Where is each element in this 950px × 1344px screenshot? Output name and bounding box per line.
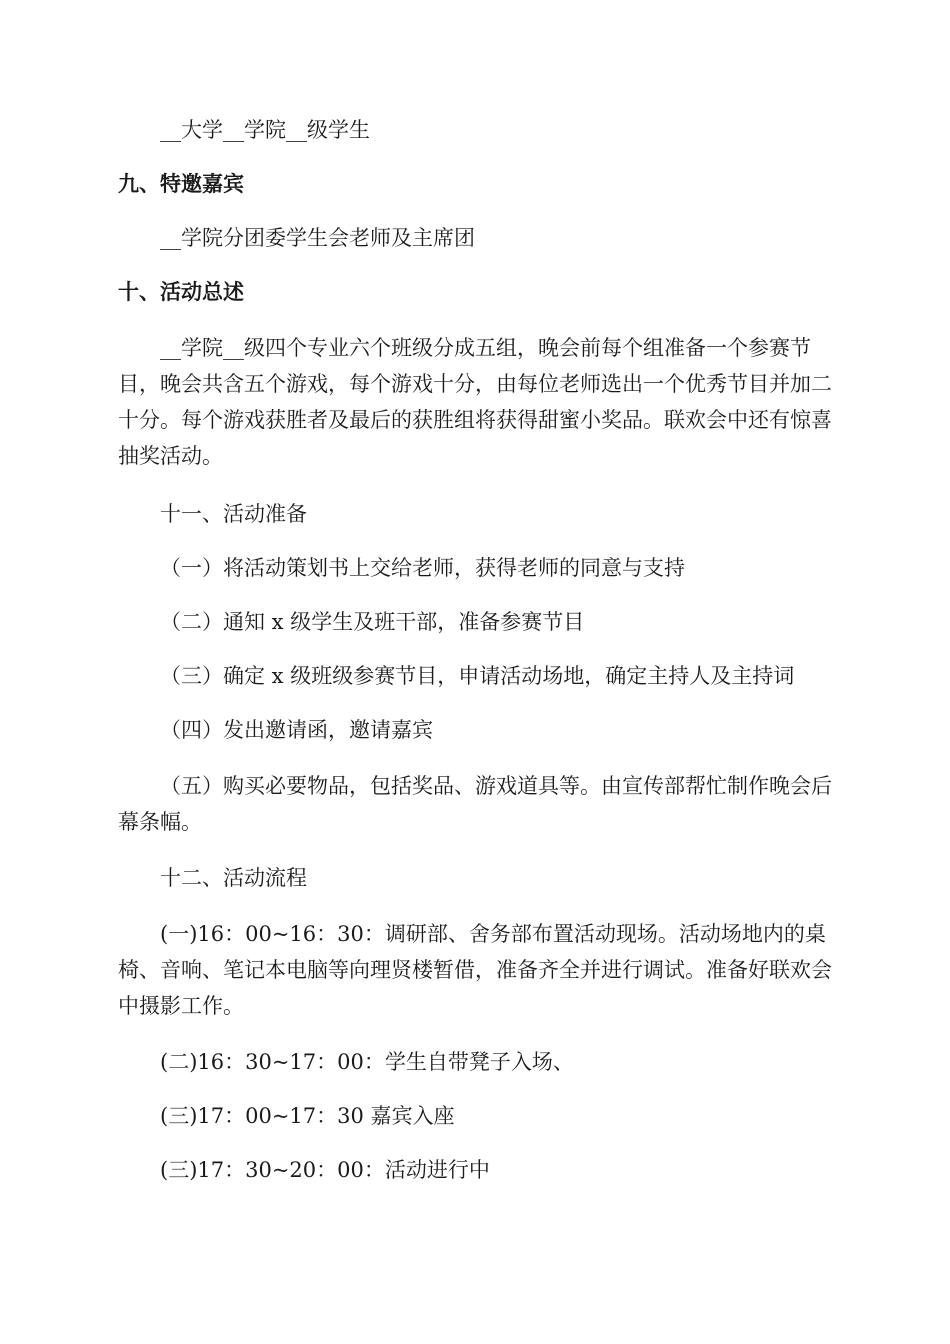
heading-activity-summary: 十、活动总述 xyxy=(118,280,244,304)
prep-item-2-text: （二）通知 x 级学生及班干部，准备参赛节目 xyxy=(160,610,585,634)
summary-paragraph xyxy=(118,330,832,474)
prep-item-4 xyxy=(118,714,832,746)
participants-line xyxy=(118,114,832,146)
heading-activity-flow: 十二、活动流程 xyxy=(160,866,307,890)
section-11-heading xyxy=(118,498,832,530)
participants-text: __大学__学院__级学生 xyxy=(160,118,370,142)
prep-item-2 xyxy=(118,606,832,638)
flow-item-3-text: (三)17：00~17：30 嘉宾入座 xyxy=(160,1104,455,1128)
flow-item-3 xyxy=(118,1100,832,1132)
heading-activity-preparation: 十一、活动准备 xyxy=(160,502,307,526)
section-10-heading xyxy=(118,276,832,308)
heading-special-guests: 九、特邀嘉宾 xyxy=(118,172,244,196)
section-12-heading xyxy=(118,862,832,894)
prep-item-4-text: （四）发出邀请函，邀请嘉宾 xyxy=(160,718,433,742)
section-9-heading xyxy=(118,168,832,200)
prep-item-1 xyxy=(118,552,832,584)
flow-item-4-text: (三)17：30~20：00：活动进行中 xyxy=(160,1158,490,1182)
prep-item-1-text: （一）将活动策划书上交给老师，获得老师的同意与支持 xyxy=(160,556,685,580)
prep-item-5 xyxy=(118,768,832,840)
summary-text: __学院__级四个专业六个班级分成五组，晚会前每个组准备一个参赛节目，晚会共含五个游戏，每个游戏十分，由每位老师选出一个优秀节目并加二十分。每个游戏获胜者及最后的获胜组将获得甜蜜小奖品。联欢会中还有惊喜抽奖活动。 xyxy=(118,336,832,468)
flow-item-1 xyxy=(118,916,832,1024)
prep-item-3-text: （三）确定 x 级班级参赛节目，申请活动场地，确定主持人及主持词 xyxy=(160,664,795,688)
flow-item-2 xyxy=(118,1046,832,1078)
flow-item-4 xyxy=(118,1154,832,1186)
flow-item-1-text: (一)16：00~16：30：调研部、舍务部布置活动现场。活动场地内的桌椅、音响、笔记本电脑等向理贤楼暂借，准备齐全并进行调试。准备好联欢会中摄影工作。 xyxy=(118,922,832,1018)
prep-item-3 xyxy=(118,660,832,692)
flow-item-2-text: (二)16：30~17：00：学生自带凳子入场、 xyxy=(160,1050,574,1074)
guests-line xyxy=(118,222,832,254)
guests-text: __学院分团委学生会老师及主席团 xyxy=(160,226,475,250)
prep-item-5-text: （五）购买必要物品，包括奖品、游戏道具等。由宣传部帮忙制作晚会后幕条幅。 xyxy=(118,774,832,834)
